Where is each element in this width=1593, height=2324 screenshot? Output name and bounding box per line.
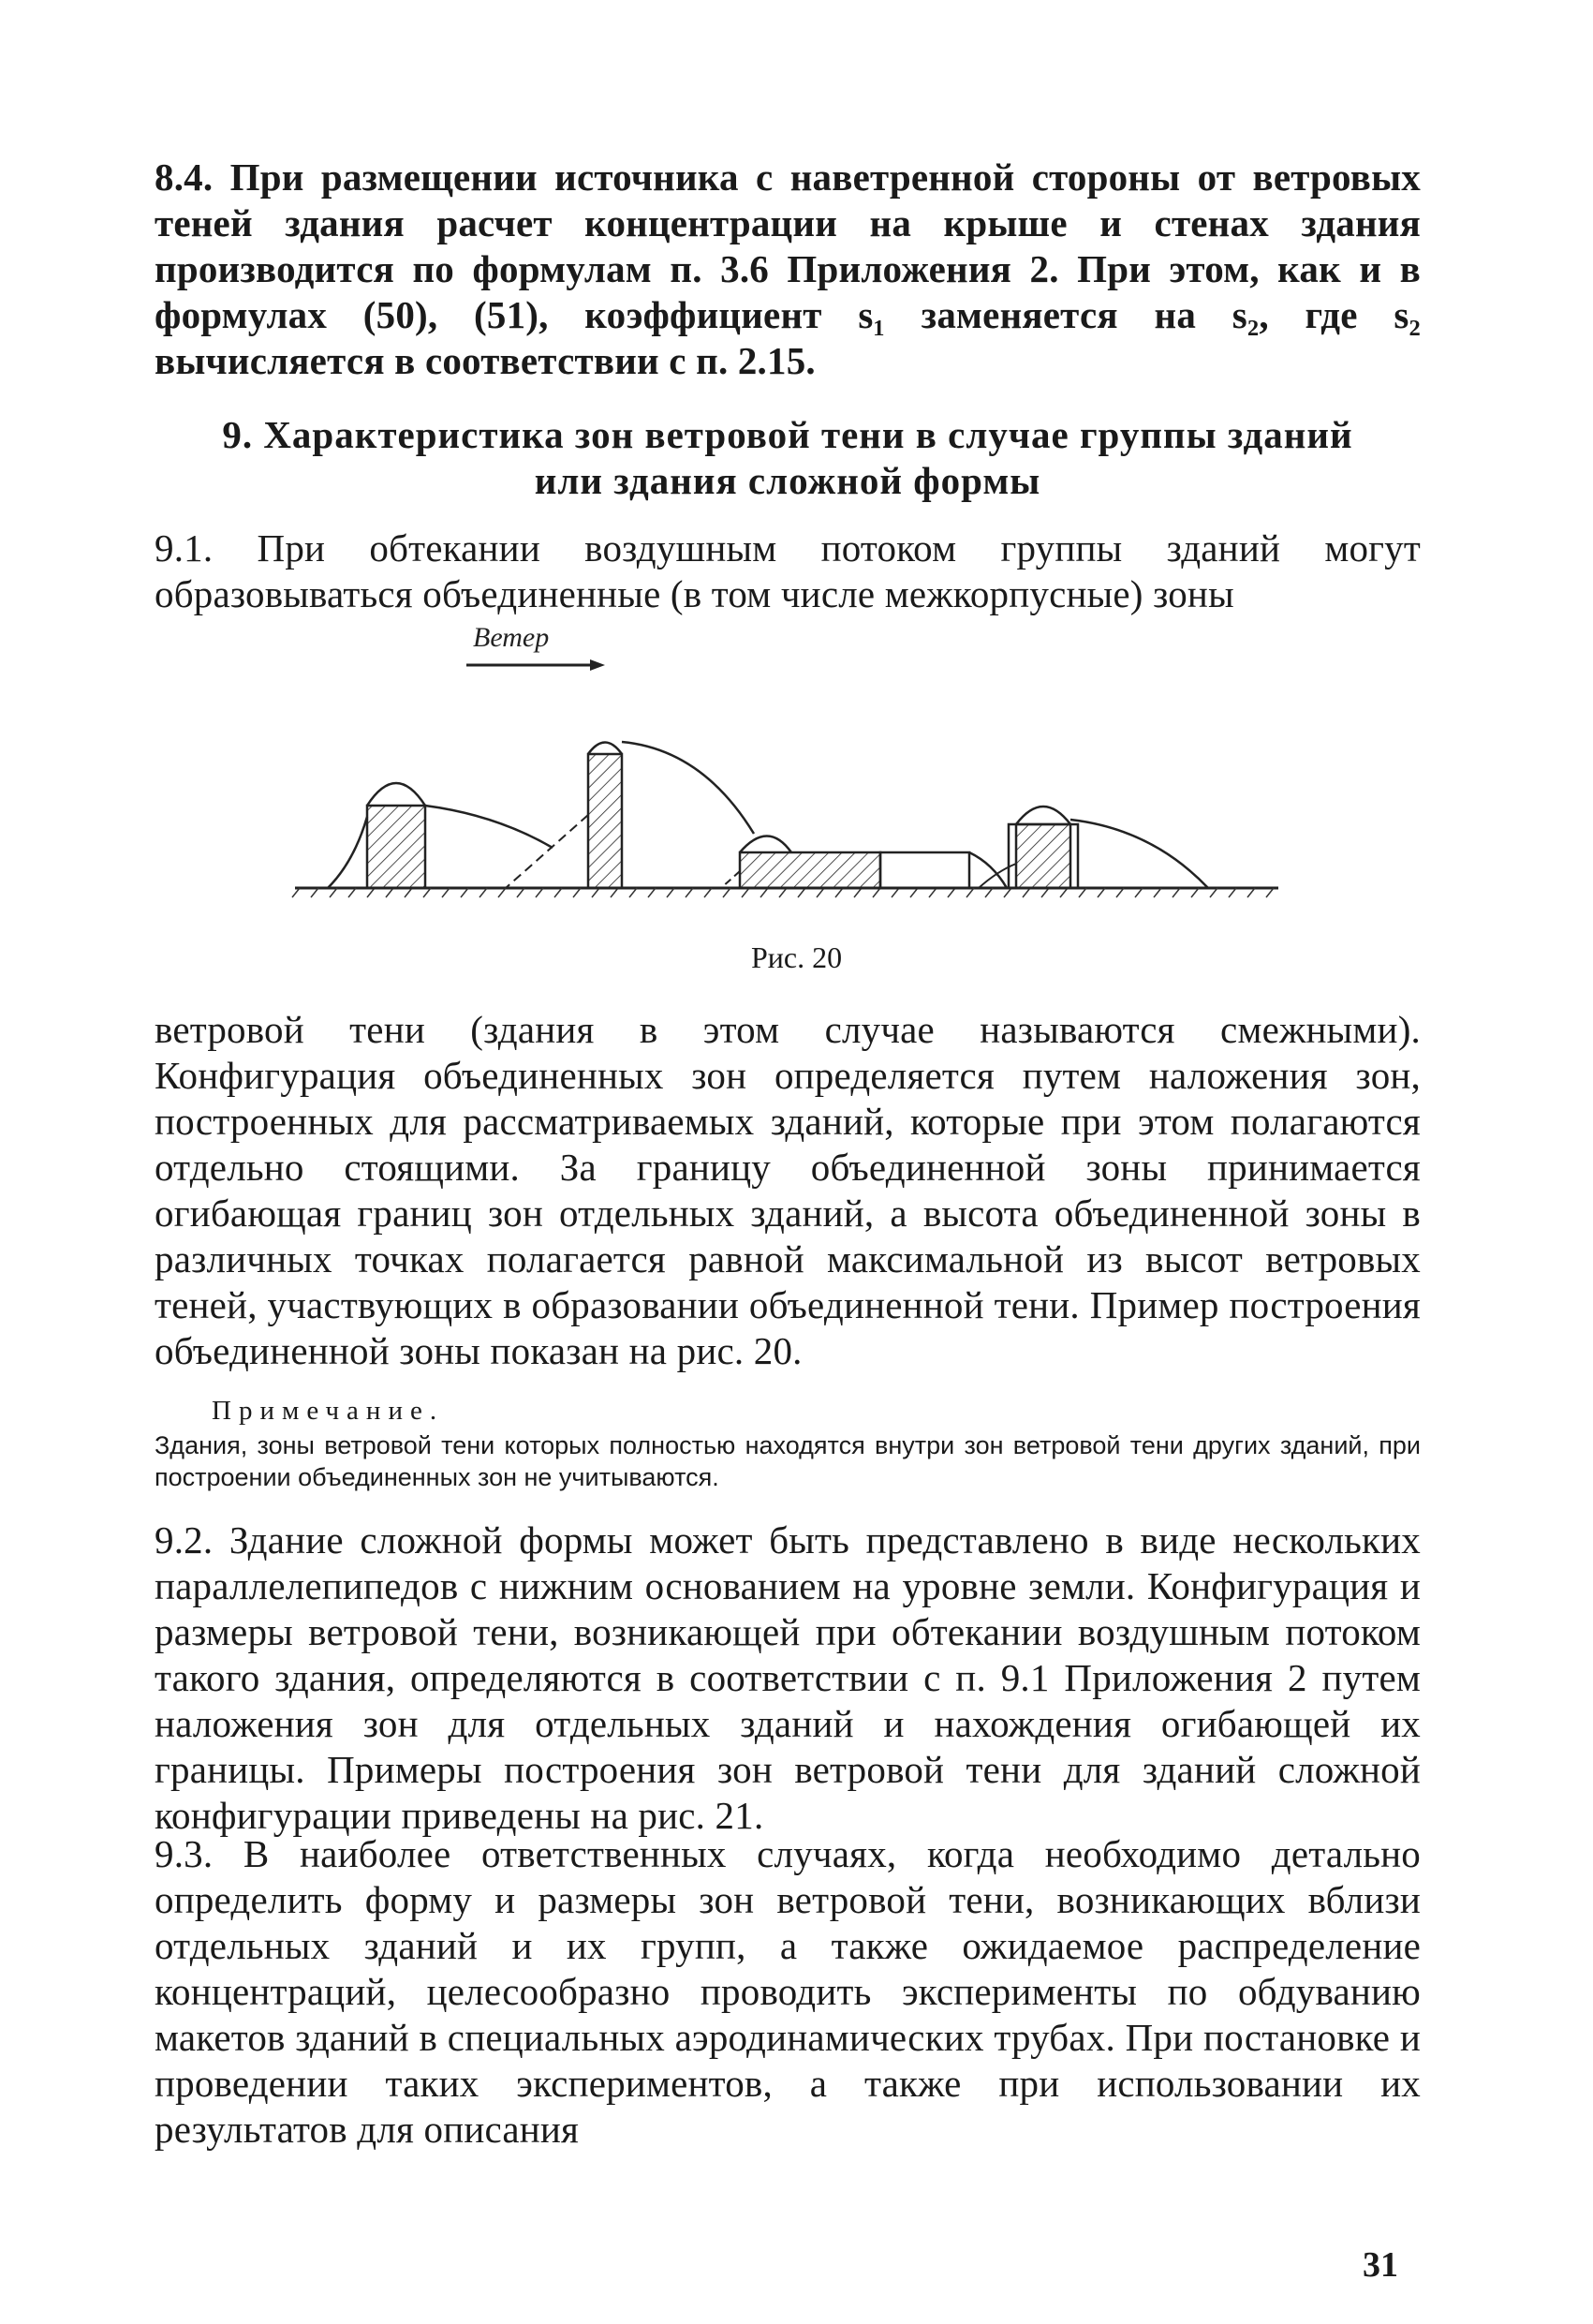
building-4 bbox=[979, 807, 1208, 888]
building-3 bbox=[721, 836, 1007, 889]
figure-20-diagram bbox=[281, 618, 1302, 918]
page-number: 31 bbox=[1363, 2245, 1398, 2285]
paragraph-9-1-start: 9.1. При обтекании воздушным потоком группы зданий могут образовываться объединенные (в том числе межкорпусные) зоны bbox=[155, 526, 1421, 615]
note-title: Примечание. bbox=[212, 1396, 445, 1426]
building-1 bbox=[328, 783, 553, 888]
paragraph-8-4: 8.4. При размещении источника с наветренной стороны от ветровых теней здания расчет концентрации на крыше и стенах здания производится по формулам п. 3.6 Приложения 2. При этом, как и в формулах (50), (51), коэффициент s₁ заменяется на s₂, где s₂ вычисляется в соответствии с п. 2.15. bbox=[155, 155, 1421, 382]
note-text: Здания, зоны ветровой тени которых полностью находятся внутри зон ветровой тени других зданий, при построении объединенных зон не учитываются. bbox=[155, 1431, 1421, 1491]
paragraph-9-3: 9.3. В наиболее ответственных случаях, когда необходимо детально определить форму и размеры зон ветровой тени, возникающих вблизи отдельных зданий и их групп, а также ожидаемое распределение концентраций, целесообразно проводить эксперименты по обдуванию макетов зданий в специальных аэродинамических трубах. При постановке и проведении таких экспериментов, а также при использовании их результатов для описания bbox=[155, 1832, 1421, 2151]
wind-arrow-head bbox=[590, 659, 605, 671]
wind-label: Ветер bbox=[473, 622, 550, 653]
section-9-heading-line1: 9. Характеристика зон ветровой тени в случае группы зданий bbox=[222, 413, 1353, 456]
paragraph-9-2: 9.2. Здание сложной формы может быть представлено в виде нескольких параллелепипедов с нижним основанием на уровне земли. Конфигурация и размеры ветровой тени, возникающей при обтекании воздушным потоком такого здания, определяются в соответствии с п. 9.1 Приложения 2 путем наложения зон для отдельных зданий и нахождения огибающей их границы. Примеры построения зон ветровой тени для зданий сложной конфигурации приведены на рис. 21. bbox=[155, 1518, 1421, 1837]
figure-caption: Рис. 20 bbox=[750, 940, 843, 974]
section-9-heading-line2: или здания сложной формы bbox=[534, 459, 1041, 502]
building-2 bbox=[506, 742, 754, 888]
paragraph-9-1-continued: ветровой тени (здания в этом случае называются смежными). Конфигурация объединенных зон определяется путем наложения зон, построенных для рассматриваемых зданий, которые при этом полагаются отдельно стоящими. За границу объединенной зоны принимается огибающая границ зон отдельных зданий, а высота объединенной зоны в различных точках полагается равной максимальной из высот ветровых теней, участвующих в образовании объединенной тени. Пример построения объединенной зоны показан на рис. 20. bbox=[155, 1008, 1421, 1372]
